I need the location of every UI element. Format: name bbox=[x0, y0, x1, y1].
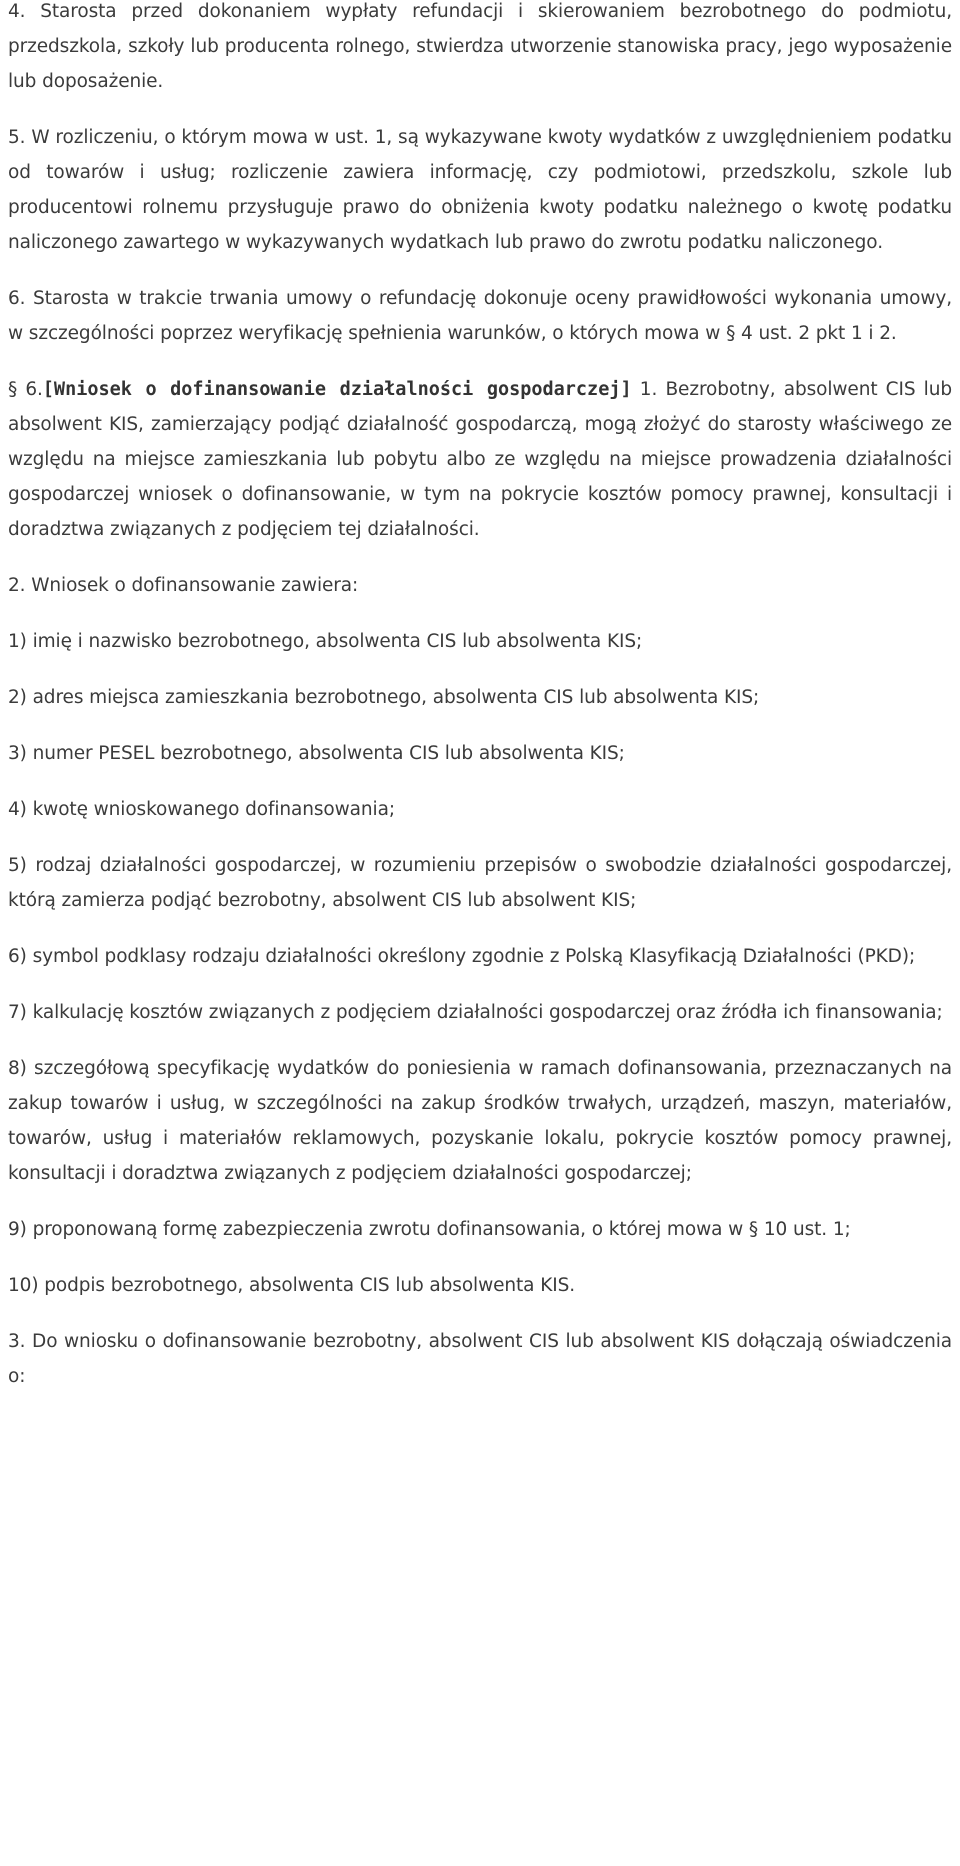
paragraph-3: 3. Do wniosku o dofinansowanie bezrobotny, absolwent CIS lub absolwent KIS dołączają oświadczenia o: bbox=[8, 1331, 952, 1387]
list-item-4: 4) kwotę wnioskowanego dofinansowania; bbox=[8, 799, 395, 820]
list-item-5: 5) rodzaj działalności gospodarczej, w rozumieniu przepisów o swobodzie działalności gospodarczej, którą zamierza podjąć bezrobotny, absolwent CIS lub absolwent KIS; bbox=[8, 855, 952, 911]
list-item-10: 10) podpis bezrobotnego, absolwenta CIS lub absolwenta KIS. bbox=[8, 1275, 576, 1296]
list-item-7: 7) kalkulację kosztów związanych z podjęciem działalności gospodarczej oraz źródła ich finansowania; bbox=[8, 1002, 943, 1023]
paragraph-4: 4. Starosta przed dokonaniem wypłaty refundacji i skierowaniem bezrobotnego do podmiotu, przedszkola, szkoły lub producenta rolnego, stwierdza utworzenie stanowiska pracy, jego wyposażenie lub doposażenie. bbox=[8, 1, 952, 92]
section-6-number: 1. bbox=[631, 379, 658, 400]
document-body bbox=[8, 0, 952, 1415]
list-item-2: 2) adres miejsca zamieszkania bezrobotnego, absolwenta CIS lub absolwenta KIS; bbox=[8, 687, 760, 708]
paragraph-6: 6. Starosta w trakcie trwania umowy o refundację dokonuje oceny prawidłowości wykonania umowy, w szczególności poprzez weryfikację spełnienia warunków, o których mowa w § 4 ust. 2 pkt 1 i 2. bbox=[8, 288, 952, 344]
section-6-prefix: § 6. bbox=[8, 379, 43, 400]
list-item-1: 1) imię i nazwisko bezrobotnego, absolwenta CIS lub absolwenta KIS; bbox=[8, 631, 643, 652]
list-item-6: 6) symbol podklasy rodzaju działalności określony zgodnie z Polską Klasyfikacją Działalności (PKD); bbox=[8, 946, 916, 967]
paragraph-5: 5. W rozliczeniu, o którym mowa w ust. 1, są wykazywane kwoty wydatków z uwzględnieniem podatku od towarów i usług; rozliczenie zawiera informację, czy podmiotowi, przedszkolu, szkole lub producentowi rolnemu przysługuje prawo do obniżenia kwoty podatku należnego o kwotę podatku naliczonego zawartego w wykazywanych wydatkach lub prawo do zwrotu podatku naliczonego. bbox=[8, 127, 952, 253]
list-item-9: 9) proponowaną formę zabezpieczenia zwrotu dofinansowania, o której mowa w § 10 ust. 1; bbox=[8, 1219, 851, 1240]
section-6-text: Bezrobotny, absolwent CIS lub absolwent KIS, zamierzający podjąć działalność gospodarczą, mogą złożyć do starosty właściwego ze względu na miejsce zamieszkania lub pobytu albo ze względu na miejsce prowadzenia działalności gospodarczej wniosek o dofinansowanie, w tym na pokrycie kosztów pomocy prawnej, konsultacji i doradztwa związanych z podjęciem tej działalności. bbox=[8, 379, 952, 540]
paragraph-2-intro: 2. Wniosek o dofinansowanie zawiera: bbox=[8, 575, 359, 596]
section-6-heading: [Wniosek o dofinansowanie działalności gospodarczej] bbox=[42, 379, 632, 400]
list-item-3: 3) numer PESEL bezrobotnego, absolwenta CIS lub absolwenta KIS; bbox=[8, 743, 625, 764]
list-item-8: 8) szczegółową specyfikację wydatków do poniesienia w ramach dofinansowania, przeznaczanych na zakup towarów i usług, w szczególności na zakup środków trwałych, urządzeń, maszyn, materiałów, towarów, usług i materiałów reklamowych, pozyskanie lokalu, pokrycie kosztów pomocy prawnej, konsultacji i doradztwa związanych z podjęciem działalności gospodarczej; bbox=[8, 1058, 952, 1184]
section-6-paragraph bbox=[8, 372, 952, 547]
